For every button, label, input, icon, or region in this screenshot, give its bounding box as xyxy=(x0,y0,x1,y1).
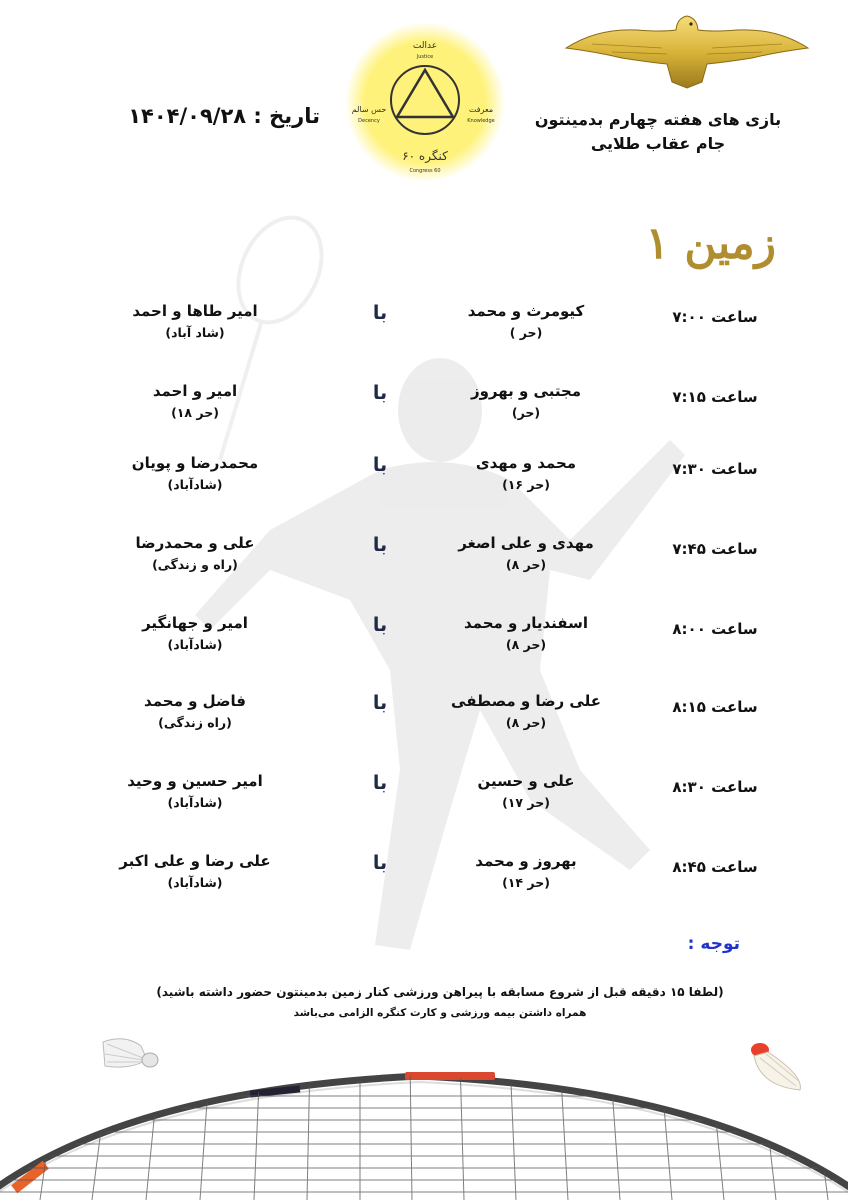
team-b-name: امیر طاها و احمد xyxy=(132,302,258,320)
logo-left-text: حس سالم xyxy=(351,105,387,114)
match-time: ساعت ۷:۰۰ xyxy=(672,308,758,326)
vs-label: با xyxy=(372,382,388,404)
team-a-club: (حر ) xyxy=(509,325,543,340)
team-b xyxy=(100,300,290,344)
match-time: ساعت ۷:۳۰ xyxy=(672,460,758,478)
team-b xyxy=(100,850,290,894)
match-row xyxy=(0,766,848,836)
logo-left-en: Decency xyxy=(358,118,380,124)
match-time: ساعت ۸:۳۰ xyxy=(672,778,758,796)
team-b xyxy=(100,380,290,424)
team-a xyxy=(436,300,616,344)
team-a xyxy=(436,452,616,496)
team-a xyxy=(436,690,616,734)
note-line-1: (لطفا ۱۵ دقیقه قبل از شروع مسابقه با پیراهن ورزشی کنار زمین بدمینتون حضور داشته باشید) xyxy=(156,985,724,999)
team-b-club: (راه زندگی) xyxy=(158,715,232,730)
team-b xyxy=(100,452,290,496)
racket-strings-graphic xyxy=(0,1060,848,1200)
team-b xyxy=(100,770,290,814)
team-a-name: بهروز و محمد xyxy=(475,852,577,870)
match-row xyxy=(0,846,848,916)
team-a-club: (حر) xyxy=(511,405,541,420)
header-title xyxy=(508,108,808,156)
logo-bottom-text: کنگره ۶۰ xyxy=(402,149,448,163)
vs-label: با xyxy=(372,692,388,714)
team-a-name: علی رضا و مصطفی xyxy=(451,692,601,710)
team-b-name: فاضل و محمد xyxy=(144,692,246,710)
logo-right-text: معرفت xyxy=(468,105,494,114)
team-a xyxy=(436,612,616,656)
header-title-line1: بازی های هفته چهارم بدمینتون xyxy=(534,110,782,129)
note-line-2: همراه داشتن بیمه ورزشی و کارت کنگره الزامی می‌باشد xyxy=(293,1007,587,1019)
team-a xyxy=(436,770,616,814)
team-b-club: (شادآباد) xyxy=(167,795,223,810)
vs-label: با xyxy=(372,852,388,874)
team-b-name: علی رضا و علی اکبر xyxy=(119,852,271,870)
team-b-club: (شادآباد) xyxy=(167,875,223,890)
golden-eagle-emblem xyxy=(562,8,812,90)
team-a-club: (حر ۸) xyxy=(505,637,547,652)
match-row xyxy=(0,376,848,446)
team-a-name: کیومرث و محمد xyxy=(467,302,585,320)
team-b xyxy=(100,532,290,576)
team-a-club: (حر ۱۴) xyxy=(502,875,550,890)
vs-label: با xyxy=(372,534,388,556)
team-a-club: (حر ۸) xyxy=(505,557,547,572)
logo-bottom-en: Congress 60 xyxy=(409,168,441,174)
logo-top-text: عدالت xyxy=(412,41,438,51)
logo-top-en: Justice xyxy=(416,54,434,60)
team-a xyxy=(436,380,616,424)
team-a-name: مهدی و علی اصغر xyxy=(458,534,594,552)
congress60-logo xyxy=(345,20,505,185)
match-row xyxy=(0,448,848,518)
header-title-line2: جام عقاب طلایی xyxy=(590,134,726,153)
vs-label: با xyxy=(372,614,388,636)
match-time: ساعت ۸:۱۵ xyxy=(672,698,758,716)
match-time: ساعت ۸:۰۰ xyxy=(672,620,758,638)
team-b-name: علی و محمدرضا xyxy=(135,534,255,552)
date-line xyxy=(110,104,320,128)
team-b-club: (شادآباد) xyxy=(167,637,223,652)
team-b xyxy=(100,690,290,734)
match-time: ساعت ۷:۱۵ xyxy=(672,388,758,406)
match-time: ساعت ۷:۴۵ xyxy=(672,540,758,558)
team-a-club: (حر ۱۷) xyxy=(502,795,550,810)
team-b-club: (حر ۱۸) xyxy=(171,405,219,420)
vs-label: با xyxy=(372,772,388,794)
match-time: ساعت ۸:۴۵ xyxy=(672,858,758,876)
team-b xyxy=(100,612,290,656)
match-row xyxy=(0,686,848,756)
note-title: توجه : xyxy=(687,934,740,954)
team-b-name: امیر حسین و وحید xyxy=(127,772,263,790)
logo-right-en: Knowledge xyxy=(467,118,495,124)
match-row xyxy=(0,608,848,678)
team-b-name: امیر و جهانگیر xyxy=(142,614,248,632)
team-a-name: اسفندیار و محمد xyxy=(464,614,588,632)
match-row xyxy=(0,528,848,598)
team-b-club: (شادآباد) xyxy=(167,477,223,492)
date-label: تاریخ : xyxy=(253,104,320,128)
team-a xyxy=(436,850,616,894)
team-a-name: مجتبی و بهروز xyxy=(470,382,582,400)
team-a-name: محمد و مهدی xyxy=(475,454,577,472)
team-b-club: (شاد آباد) xyxy=(165,325,225,340)
team-a xyxy=(436,532,616,576)
team-b-name: امیر و احمد xyxy=(152,382,238,400)
team-b-name: محمدرضا و پویان xyxy=(131,454,259,472)
vs-label: با xyxy=(372,302,388,324)
vs-label: با xyxy=(372,454,388,476)
team-b-club: (راه و زندگی) xyxy=(152,557,238,572)
team-a-name: علی و حسین xyxy=(477,772,575,790)
match-row xyxy=(0,296,848,366)
team-a-club: (حر ۱۶) xyxy=(502,477,550,492)
team-a-club: (حر ۸) xyxy=(505,715,547,730)
date-value: ۱۴۰۴/۰۹/۲۸ xyxy=(128,104,247,128)
court-heading: زمین ۱ xyxy=(645,218,776,269)
